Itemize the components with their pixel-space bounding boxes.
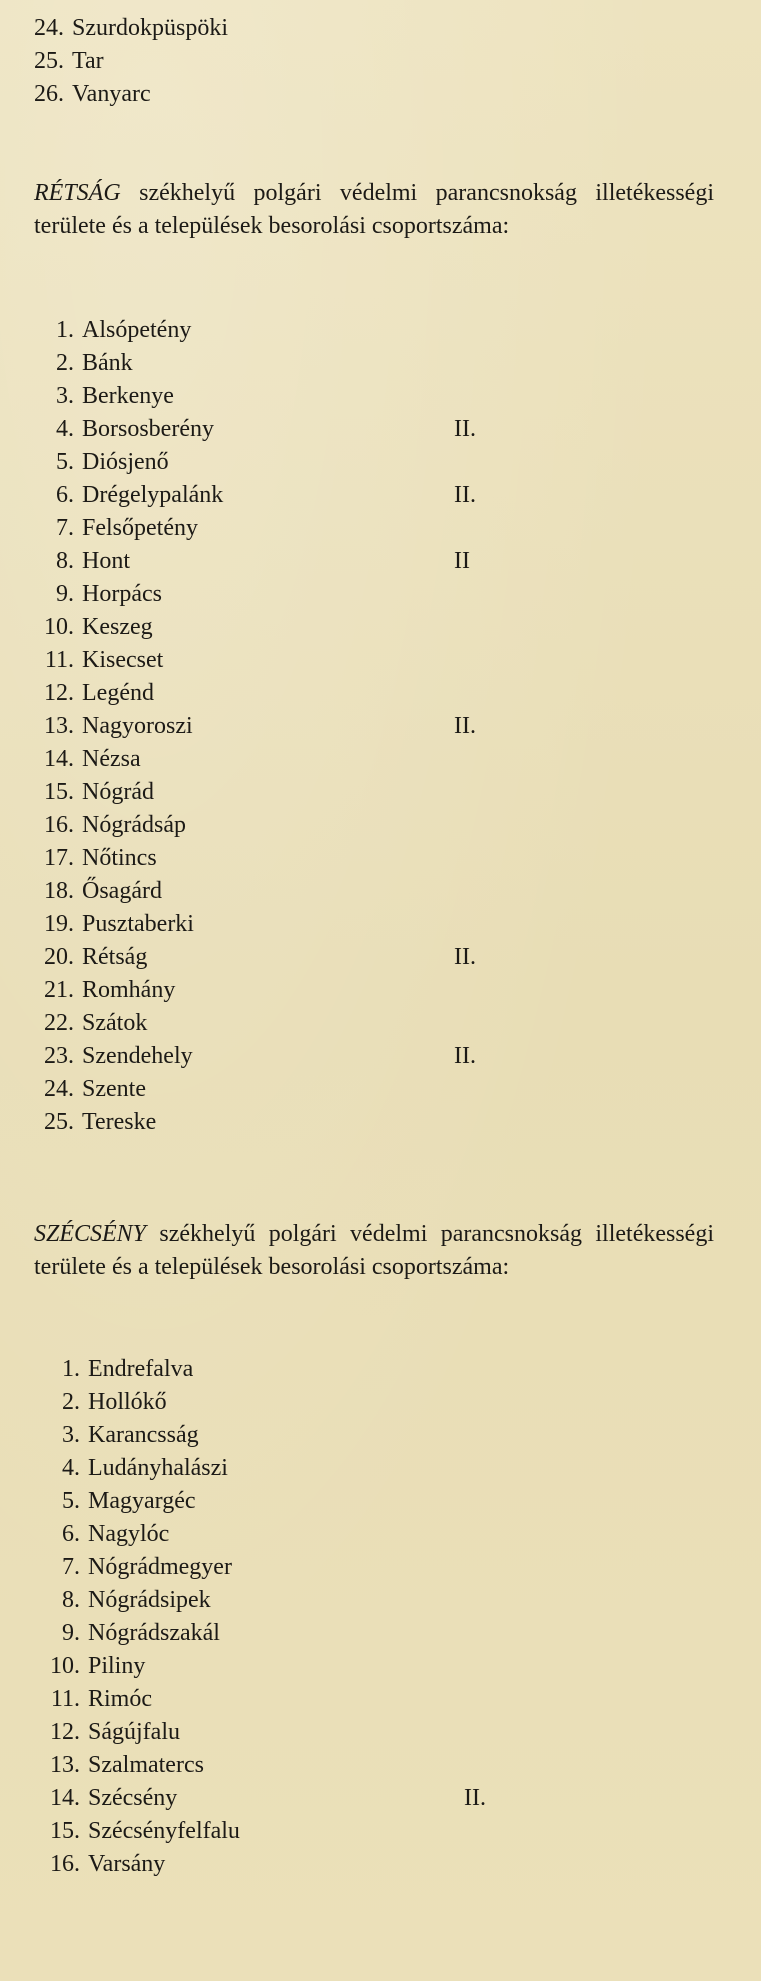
list-item [34,842,223,875]
item-number: 13. [50,1752,80,1778]
settlement-name: Szendehely [82,1043,193,1069]
item-number: 15. [44,779,74,805]
item-number: 24. [34,15,64,41]
item-number: 1. [62,1356,80,1382]
item-number: 8. [56,548,74,574]
item-number: 7. [62,1554,80,1580]
list-item [40,1386,240,1419]
item-number: 5. [62,1488,80,1514]
settlement-name: Nézsa [82,746,141,772]
list-item [40,1584,240,1617]
item-number: 5. [56,449,74,475]
item-number: 6. [62,1521,80,1547]
settlement-name: Nógrád [82,779,154,805]
item-number: 18. [44,878,74,904]
settlement-name: Vanyarc [72,81,151,107]
settlement-name: Drégelypalánk [82,482,224,508]
item-number: 17. [44,845,74,871]
list-item [40,1782,486,1815]
settlement-name: Hollókő [88,1389,167,1415]
settlement-name: Varsány [88,1851,166,1877]
classification-group: II. [454,482,476,508]
classification-group: II. [454,416,476,442]
settlement-name: Bánk [82,350,133,376]
settlement-name: Nagyoroszi [82,713,193,739]
settlement-name: Pusztaberki [82,911,194,937]
item-number: 25. [34,48,64,74]
list-item [34,743,223,776]
list-item [40,1716,240,1749]
list-item [34,611,223,644]
settlement-name: Kisecset [82,647,164,673]
settlement-name: Hont [82,548,130,574]
item-number: 14. [50,1785,80,1811]
item-number: 1. [56,317,74,343]
settlement-name: Szécsényfelfalu [88,1818,240,1844]
settlement-name: Rimóc [88,1686,152,1712]
list-item [40,1419,240,1452]
szecseny-heading [34,1218,714,1284]
list-item [34,809,223,842]
item-number: 14. [44,746,74,772]
settlement-name: Szente [82,1076,146,1102]
list-item [40,1749,240,1782]
list-item [24,12,228,45]
list-item [34,1007,223,1040]
item-number: 22. [44,1010,74,1036]
item-number: 26. [34,81,64,107]
retsag-settlement-list [34,314,476,1139]
szecseny-settlement-list [40,1353,486,1881]
settlement-name: Alsópetény [82,317,192,343]
list-item [40,1848,240,1881]
list-item [34,908,223,941]
list-item [40,1815,240,1848]
item-number: 2. [62,1389,80,1415]
list-item [34,578,223,611]
settlement-name: Nógrádszakál [88,1620,220,1646]
item-number: 15. [50,1818,80,1844]
item-number: 13. [44,713,74,739]
settlement-name: Felsőpetény [82,515,198,541]
list-item [34,974,223,1007]
settlement-name: Ságújfalu [88,1719,180,1745]
settlement-name: Nógrádmegyer [88,1554,232,1580]
list-item [34,347,223,380]
settlement-name: Nagylóc [88,1521,170,1547]
list-item [40,1551,240,1584]
list-item [40,1452,240,1485]
item-number: 16. [44,812,74,838]
classification-group: II. [454,713,476,739]
item-number: 20. [44,944,74,970]
settlement-name: Diósjenő [82,449,169,475]
settlement-name: Horpács [82,581,162,607]
list-item [34,875,223,908]
classification-group: II. [454,1043,476,1069]
list-item [34,479,476,512]
item-number: 3. [62,1422,80,1448]
item-number: 7. [56,515,74,541]
settlement-name: Nőtincs [82,845,157,871]
szecseny-heading-text: székhelyű polgári védelmi parancsnokság illetékességi területe és a települések besorolási csoportszáma: [34,1221,714,1280]
list-item [34,710,476,743]
retsag-heading [34,177,714,243]
item-number: 24. [44,1076,74,1102]
classification-group: II. [454,944,476,970]
settlement-name: Szécsény [88,1785,178,1811]
item-number: 9. [62,1620,80,1646]
list-item [34,314,223,347]
settlement-name: Szurdokpüspöki [72,15,228,41]
settlement-name: Ludányhalászi [88,1455,228,1481]
list-item [34,1106,223,1139]
list-item [40,1683,240,1716]
item-number: 12. [44,680,74,706]
item-number: 16. [50,1851,80,1877]
list-item [34,1073,223,1106]
settlement-name: Rétság [82,944,148,970]
list-item [34,413,476,446]
settlement-name: Romhány [82,977,176,1003]
list-item [34,776,223,809]
list-item [34,1040,476,1073]
item-number: 10. [44,614,74,640]
item-number: 25. [44,1109,74,1135]
szecseny-seat-name: SZÉCSÉNY [34,1221,147,1247]
retsag-seat-name: RÉTSÁG [34,180,121,206]
list-item [24,78,228,111]
list-item [40,1518,240,1551]
item-number: 11. [50,1686,80,1712]
list-item [34,380,223,413]
item-number: 4. [56,416,74,442]
settlement-name: Tar [72,48,104,74]
settlement-name: Magyargéc [88,1488,196,1514]
list-item [34,545,470,578]
item-number: 6. [56,482,74,508]
item-number: 8. [62,1587,80,1613]
list-item [40,1617,240,1650]
settlement-name: Nógrádsipek [88,1587,211,1613]
item-number: 10. [50,1653,80,1679]
list-item [24,45,228,78]
list-item [34,512,223,545]
settlement-name: Endrefalva [88,1356,194,1382]
list-item [34,644,223,677]
settlement-name: Karancsság [88,1422,199,1448]
list-item [34,446,223,479]
list-item [40,1485,240,1518]
list-item [34,677,223,710]
settlement-name: Nógrádsáp [82,812,186,838]
list-item [40,1650,240,1683]
list-item [34,941,476,974]
retsag-heading-text: székhelyű polgári védelmi parancsnokság illetékességi területe és a települések besorolási csoportszáma: [34,180,714,239]
settlement-name: Keszeg [82,614,153,640]
item-number: 3. [56,383,74,409]
settlement-name: Legénd [82,680,154,706]
previous-section-tail-list [24,12,228,111]
item-number: 19. [44,911,74,937]
item-number: 21. [44,977,74,1003]
settlement-name: Piliny [88,1653,146,1679]
item-number: 4. [62,1455,80,1481]
settlement-name: Szalmatercs [88,1752,204,1778]
settlement-name: Szátok [82,1010,148,1036]
item-number: 23. [44,1043,74,1069]
settlement-name: Ősagárd [82,878,162,904]
item-number: 2. [56,350,74,376]
item-number: 11. [44,647,74,673]
settlement-name: Berkenye [82,383,174,409]
list-item [40,1353,240,1386]
item-number: 9. [56,581,74,607]
settlement-name: Tereske [82,1109,157,1135]
item-number: 12. [50,1719,80,1745]
classification-group: II [454,548,470,574]
settlement-name: Borsosberény [82,416,214,442]
classification-group: II. [464,1785,486,1811]
